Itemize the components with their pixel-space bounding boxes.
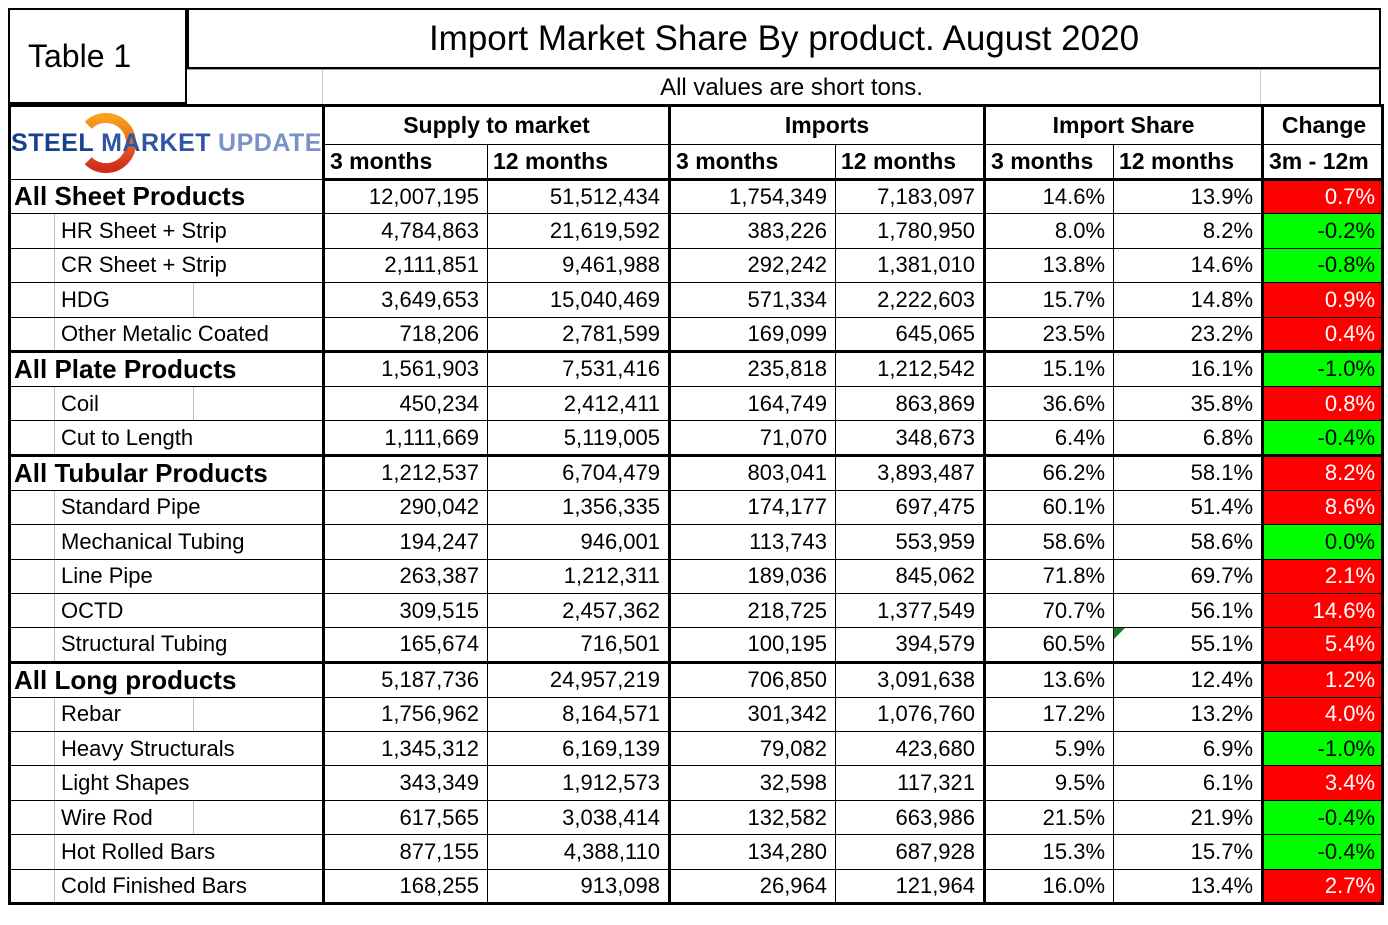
cell-share-12m: 16.1%	[1114, 351, 1263, 386]
cell-share-12m: 58.1%	[1114, 455, 1263, 490]
cell-change: -0.8%	[1263, 248, 1383, 282]
cell-imports-3m: 169,099	[670, 317, 836, 351]
table-row	[10, 766, 1383, 800]
cell-change: 5.4%	[1263, 628, 1383, 662]
cell-supply-3m: 718,206	[324, 317, 488, 351]
cell-change: 0.4%	[1263, 317, 1383, 351]
cell-share-12m: 23.2%	[1114, 317, 1263, 351]
cell-imports-12m: 1,076,760	[836, 697, 985, 731]
cell-imports-3m: 164,749	[670, 386, 836, 420]
cell-imports-12m: 845,062	[836, 559, 985, 593]
table-row	[10, 490, 1383, 524]
cell-share-3m: 60.1%	[985, 490, 1114, 524]
cell-supply-12m: 1,356,335	[488, 490, 670, 524]
table-row	[10, 835, 1383, 869]
cell-change: 0.7%	[1263, 180, 1383, 214]
cell-change: -0.4%	[1263, 800, 1383, 834]
subheader-share-3m: 3 months	[985, 144, 1114, 179]
row-label: All Long products	[10, 662, 324, 697]
logo-cell	[10, 106, 324, 180]
row-label: CR Sheet + Strip	[10, 248, 324, 282]
row-label: Other Metalic Coated	[10, 317, 324, 351]
row-label: Heavy Structurals	[10, 732, 324, 766]
cell-share-12m: 56.1%	[1114, 593, 1263, 627]
cell-supply-12m: 21,619,592	[488, 214, 670, 248]
cell-imports-12m: 3,091,638	[836, 662, 985, 697]
cell-supply-12m: 7,531,416	[488, 351, 670, 386]
cell-supply-3m: 343,349	[324, 766, 488, 800]
row-label: Rebar	[10, 697, 324, 731]
cell-supply-3m: 1,345,312	[324, 732, 488, 766]
row-label: Hot Rolled Bars	[10, 835, 324, 869]
table-row	[10, 662, 1383, 697]
row-label: Light Shapes	[10, 766, 324, 800]
cell-supply-3m: 5,187,736	[324, 662, 488, 697]
cell-imports-3m: 26,964	[670, 869, 836, 903]
cell-share-12m: 13.2%	[1114, 697, 1263, 731]
subheader-supply-3m: 3 months	[324, 144, 488, 179]
cell-share-3m: 70.7%	[985, 593, 1114, 627]
cell-supply-12m: 1,912,573	[488, 766, 670, 800]
cell-share-12m: 6.8%	[1114, 421, 1263, 455]
cell-imports-3m: 132,582	[670, 800, 836, 834]
cell-imports-12m: 423,680	[836, 732, 985, 766]
group-header-import-share: Import Share	[985, 106, 1263, 145]
cell-supply-12m: 913,098	[488, 869, 670, 903]
cell-share-3m: 15.1%	[985, 351, 1114, 386]
cell-supply-12m: 4,388,110	[488, 835, 670, 869]
cell-imports-3m: 1,754,349	[670, 180, 836, 214]
cell-supply-12m: 15,040,469	[488, 283, 670, 317]
cell-supply-12m: 2,412,411	[488, 386, 670, 420]
table-row	[10, 317, 1383, 351]
cell-supply-3m: 309,515	[324, 593, 488, 627]
cell-share-12m: 14.8%	[1114, 283, 1263, 317]
cell-share-3m: 9.5%	[985, 766, 1114, 800]
cell-imports-12m: 2,222,603	[836, 283, 985, 317]
row-label: HDG	[10, 283, 324, 317]
cell-share-3m: 6.4%	[985, 421, 1114, 455]
cell-supply-3m: 617,565	[324, 800, 488, 834]
cell-supply-3m: 450,234	[324, 386, 488, 420]
cell-supply-3m: 168,255	[324, 869, 488, 903]
cell-supply-3m: 1,561,903	[324, 351, 488, 386]
cell-share-12m: 51.4%	[1114, 490, 1263, 524]
cell-share-12m: 21.9%	[1114, 800, 1263, 834]
row-label: Cut to Length	[10, 421, 324, 455]
logo-word-steel: STEEL	[11, 128, 95, 157]
cell-supply-3m: 2,111,851	[324, 248, 488, 282]
table-row	[10, 283, 1383, 317]
cell-share-3m: 23.5%	[985, 317, 1114, 351]
cell-imports-3m: 218,725	[670, 593, 836, 627]
logo-word-market: MARKET	[101, 128, 212, 157]
cell-supply-3m: 165,674	[324, 628, 488, 662]
cell-change: -1.0%	[1263, 732, 1383, 766]
cell-imports-3m: 189,036	[670, 559, 836, 593]
table-row	[10, 214, 1383, 248]
cell-imports-3m: 235,818	[670, 351, 836, 386]
cell-supply-12m: 716,501	[488, 628, 670, 662]
subheader-supply-12m: 12 months	[488, 144, 670, 179]
cell-share-12m: 13.9%	[1114, 180, 1263, 214]
row-label: Cold Finished Bars	[10, 869, 324, 903]
table-row	[10, 800, 1383, 834]
cell-imports-3m: 134,280	[670, 835, 836, 869]
cell-share-12m: 58.6%	[1114, 525, 1263, 559]
cell-supply-12m: 1,212,311	[488, 559, 670, 593]
steel-market-update-logo	[11, 108, 322, 178]
cell-share-12m: 15.7%	[1114, 835, 1263, 869]
cell-share-12m: 6.9%	[1114, 732, 1263, 766]
cell-supply-12m: 5,119,005	[488, 421, 670, 455]
cell-imports-12m: 3,893,487	[836, 455, 985, 490]
cell-supply-3m: 877,155	[324, 835, 488, 869]
cell-imports-12m: 663,986	[836, 800, 985, 834]
subheader-change-3m-12m: 3m - 12m	[1263, 144, 1383, 179]
row-label: HR Sheet + Strip	[10, 214, 324, 248]
cell-share-3m: 36.6%	[985, 386, 1114, 420]
row-label: Mechanical Tubing	[10, 525, 324, 559]
table-row	[10, 455, 1383, 490]
cell-share-3m: 5.9%	[985, 732, 1114, 766]
table-row	[10, 628, 1383, 662]
cell-share-3m: 66.2%	[985, 455, 1114, 490]
page-title: Import Market Share By product. August 2020	[187, 8, 1381, 69]
cell-imports-3m: 301,342	[670, 697, 836, 731]
cell-imports-12m: 7,183,097	[836, 180, 985, 214]
cell-share-3m: 17.2%	[985, 697, 1114, 731]
cell-share-12m: 6.1%	[1114, 766, 1263, 800]
cell-supply-3m: 1,212,537	[324, 455, 488, 490]
table-row	[10, 559, 1383, 593]
cell-supply-12m: 2,781,599	[488, 317, 670, 351]
cell-imports-12m: 117,321	[836, 766, 985, 800]
cell-imports-12m: 348,673	[836, 421, 985, 455]
row-label: All Plate Products	[10, 351, 324, 386]
table-row	[10, 732, 1383, 766]
cell-imports-3m: 100,195	[670, 628, 836, 662]
table-row	[10, 869, 1383, 903]
cell-change: 1.2%	[1263, 662, 1383, 697]
cell-imports-12m: 863,869	[836, 386, 985, 420]
cell-change: 0.9%	[1263, 283, 1383, 317]
subheader-imports-12m: 12 months	[836, 144, 985, 179]
group-header-imports: Imports	[670, 106, 985, 145]
cell-change: 0.0%	[1263, 525, 1383, 559]
cell-change: 4.0%	[1263, 697, 1383, 731]
table-row	[10, 248, 1383, 282]
cell-imports-12m: 697,475	[836, 490, 985, 524]
cell-change: -0.2%	[1263, 214, 1383, 248]
cell-change: 8.6%	[1263, 490, 1383, 524]
cell-supply-3m: 263,387	[324, 559, 488, 593]
table-row	[10, 421, 1383, 455]
units-note: All values are short tons.	[322, 70, 1261, 105]
row-label: Wire Rod	[10, 800, 324, 834]
cell-share-3m: 21.5%	[985, 800, 1114, 834]
row-label: All Tubular Products	[10, 455, 324, 490]
row-label: Structural Tubing	[10, 628, 324, 662]
cell-change: -0.4%	[1263, 421, 1383, 455]
table-number-label: Table 1	[8, 8, 187, 104]
group-header-change: Change	[1263, 106, 1383, 145]
cell-imports-12m: 687,928	[836, 835, 985, 869]
cell-change: 2.1%	[1263, 559, 1383, 593]
cell-imports-3m: 79,082	[670, 732, 836, 766]
subheader-share-12m: 12 months	[1114, 144, 1263, 179]
cell-imports-3m: 292,242	[670, 248, 836, 282]
cell-share-12m: 13.4%	[1114, 869, 1263, 903]
cell-imports-3m: 571,334	[670, 283, 836, 317]
cell-share-3m: 13.8%	[985, 248, 1114, 282]
cell-supply-3m: 4,784,863	[324, 214, 488, 248]
cell-share-3m: 15.3%	[985, 835, 1114, 869]
cell-imports-3m: 706,850	[670, 662, 836, 697]
cell-imports-12m: 1,212,542	[836, 351, 985, 386]
cell-change: 8.2%	[1263, 455, 1383, 490]
cell-supply-12m: 9,461,988	[488, 248, 670, 282]
cell-supply-12m: 6,169,139	[488, 732, 670, 766]
table-row	[10, 386, 1383, 420]
cell-share-12m: 8.2%	[1114, 214, 1263, 248]
cell-supply-3m: 1,111,669	[324, 421, 488, 455]
cell-imports-3m: 71,070	[670, 421, 836, 455]
cell-share-3m: 13.6%	[985, 662, 1114, 697]
table-row	[10, 593, 1383, 627]
cell-change: 0.8%	[1263, 386, 1383, 420]
cell-imports-12m: 645,065	[836, 317, 985, 351]
cell-supply-3m: 194,247	[324, 525, 488, 559]
cell-imports-3m: 383,226	[670, 214, 836, 248]
cell-supply-3m: 3,649,653	[324, 283, 488, 317]
cell-imports-3m: 32,598	[670, 766, 836, 800]
cell-share-12m: 55.1%	[1114, 628, 1263, 662]
table-row	[10, 697, 1383, 731]
row-label: Line Pipe	[10, 559, 324, 593]
cell-imports-12m: 1,381,010	[836, 248, 985, 282]
cell-supply-12m: 2,457,362	[488, 593, 670, 627]
cell-supply-3m: 1,756,962	[324, 697, 488, 731]
cell-imports-12m: 553,959	[836, 525, 985, 559]
cell-share-3m: 60.5%	[985, 628, 1114, 662]
cell-supply-12m: 6,704,479	[488, 455, 670, 490]
row-label: All Sheet Products	[10, 180, 324, 214]
cell-share-3m: 16.0%	[985, 869, 1114, 903]
cell-share-3m: 15.7%	[985, 283, 1114, 317]
cell-supply-12m: 946,001	[488, 525, 670, 559]
cell-imports-12m: 121,964	[836, 869, 985, 903]
cell-imports-12m: 1,780,950	[836, 214, 985, 248]
cell-imports-3m: 174,177	[670, 490, 836, 524]
cell-supply-12m: 24,957,219	[488, 662, 670, 697]
cell-change: -0.4%	[1263, 835, 1383, 869]
cell-change: 3.4%	[1263, 766, 1383, 800]
table-row	[10, 180, 1383, 214]
table-row	[10, 351, 1383, 386]
cell-imports-3m: 113,743	[670, 525, 836, 559]
subtitle-band	[187, 69, 1381, 104]
cell-share-12m: 12.4%	[1114, 662, 1263, 697]
column-group-header-row	[10, 106, 1383, 145]
cell-share-3m: 8.0%	[985, 214, 1114, 248]
row-label: OCTD	[10, 593, 324, 627]
cell-share-12m: 14.6%	[1114, 248, 1263, 282]
cell-supply-12m: 3,038,414	[488, 800, 670, 834]
cell-change: 14.6%	[1263, 593, 1383, 627]
cell-change: -1.0%	[1263, 351, 1383, 386]
cell-change: 2.7%	[1263, 869, 1383, 903]
cell-share-12m: 69.7%	[1114, 559, 1263, 593]
cell-supply-3m: 290,042	[324, 490, 488, 524]
cell-imports-12m: 1,377,549	[836, 593, 985, 627]
cell-share-3m: 14.6%	[985, 180, 1114, 214]
subheader-imports-3m: 3 months	[670, 144, 836, 179]
import-market-share-table	[8, 104, 1384, 905]
logo-word-update: UPDATE	[218, 128, 322, 157]
cell-imports-12m: 394,579	[836, 628, 985, 662]
cell-imports-3m: 803,041	[670, 455, 836, 490]
group-header-supply-to-market: Supply to market	[324, 106, 670, 145]
logo-text	[11, 108, 322, 178]
cell-share-12m: 35.8%	[1114, 386, 1263, 420]
cell-supply-12m: 51,512,434	[488, 180, 670, 214]
row-label: Standard Pipe	[10, 490, 324, 524]
cell-share-3m: 71.8%	[985, 559, 1114, 593]
table-row	[10, 525, 1383, 559]
row-label: Coil	[10, 386, 324, 420]
cell-share-3m: 58.6%	[985, 525, 1114, 559]
cell-supply-3m: 12,007,195	[324, 180, 488, 214]
cell-supply-12m: 8,164,571	[488, 697, 670, 731]
